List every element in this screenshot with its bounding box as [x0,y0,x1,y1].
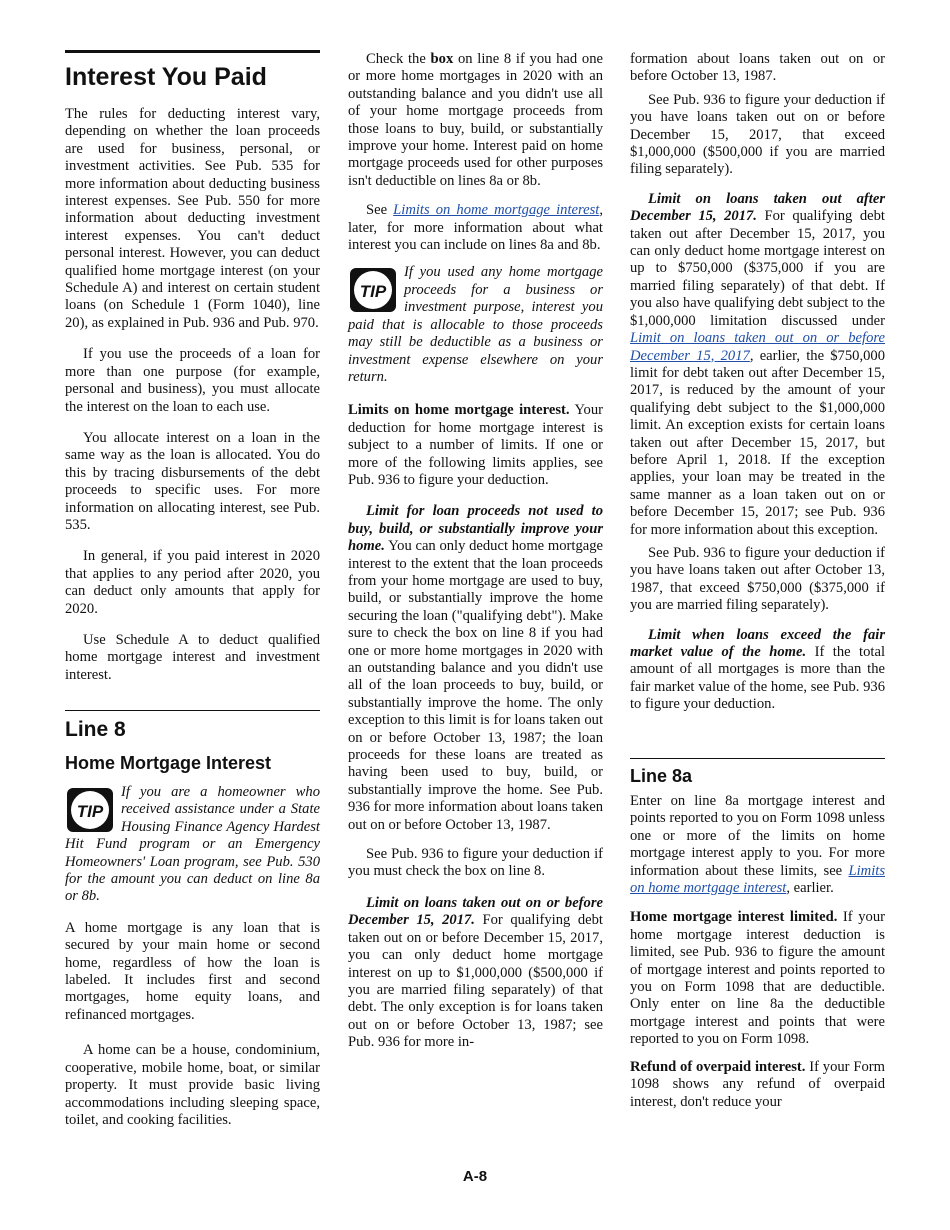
right-column-bottom [630,793,885,1111]
home-mortgage-heading: Home Mortgage Interest [65,753,272,773]
page-title: Interest You Paid [65,63,267,91]
tip-text-middle: If you used any home mortgage proceeds for a business or investment purpose, interest you paid that is allocable to those proceeds may still be deductible as a business or investment expense elsewhere on your return. [348,264,603,385]
right-see-paragraph-1: See Pub. 936 to figure your deduction if you have loans taken out on or before December 15, 2017, that exceed $1,000,000 ($500,000 if you are married filing separately). [630,91,885,178]
middle-column [348,51,603,1052]
middle-paragraph-1: Check the box on line 8 if you had one or more home mortgages in 2020 with an outstanding balance and you didn't use all of your home mortgage proceeds from those loans to buy, build, or substantially improve your home. Interest paid on home mortgage proceeds used for other purposes isn't deductible on lines 8a or 8b. [348,51,603,189]
svg-text:TIP: TIP [359,282,387,302]
limits-link[interactable]: Limits on home mortgage interest [393,202,600,219]
limit1-paragraph: Limit for loan proceeds not used to buy, build, or substantially improve your home. You can only deduct home mortgage interest to the extent that the loan proceeds from your home mortgage are used to buy, build, or substantially improve the home securing the loan ("qualifying debt"). Make sure to check the box on line 8 if you had one or more home mortgages in 2020 with an outstanding balance and you didn't use all of the loan proceeds to buy, build, or substantially improve the home. The only exception to this limit is for loans taken out on or before October 13, 1987; the loan proceeds for these loans are treated as having been used to buy, build, or substantially improve the home. See Pub. 936 for more information about loans taken out on or before October 13, 1987. [348,503,603,833]
line8a-paragraph: Enter on line 8a mortgage interest and points reported to you on Form 1098 unless one or more of the limits on home mortgage interest apply to you. For more information about these limits, see Limits on home mortgage interest, earlier. [630,793,885,897]
middle-paragraph-2: See Limits on home mortgage interest, later, for more information about what interest you can include on lines 8a and 8b. [348,202,603,254]
left-paragraph-6: A home mortgage is any loan that is secured by your main home or second home, regardless of how the loan is labeled. It includes first and second mortgages, home equity loans, and refinanced mortgages. [65,919,320,1023]
limit3-paragraph: Limit on loans taken out after December 15, 2017. For qualifying debt taken out after December 15, 2017, you can only deduct home mortgage interest on up to $750,000 ($375,000 if you are married filing separately) of that debt. If you also have qualifying debt subject to the $1,000,000 limitation discussed under Limit on loans taken out on or before December 15, 2017, earlier, the $750,000 limit for debt taken out after December 15, 2017, is reduced by the amount of your qualifying debt subject to the $1,000,000 limit. An exception exists for certain loans taken out after December 15, 2017, but before April 1, 2018. If the exception applies, your loan may be treated in the same manner as a loan taken out on or before December 15, 2017; see Pub. 936 for more information about this exception. [630,190,885,538]
svg-text:TIP: TIP [76,802,104,821]
middle-see-paragraph: See Pub. 936 to figure your deduction if you must check the box on line 8. [348,846,603,880]
tip-box-left [65,784,320,906]
left-paragraph-1: The rules for deducting interest vary, depending on whether the loan proceeds are used for business, personal, or investment activities. See Pub. 535 for more information about deducting business interest expenses. See Pub. 550 for more information about deducting investment interest expenses. You can't deduct personal interest. However, you can deduct qualified home mortgage interest (on your Schedule A) and interest on certain student loans (on Schedule 1 (Form 1040), line 20), as explained in Pub. 936 and Pub. 970. [65,106,320,331]
left-tip-block [65,784,320,1129]
right-see-paragraph-2: See Pub. 936 to figure your deduction if you have loans taken out after October 13, 1987, that exceed $750,000 ($375,000 if you are married filing separately). [630,544,885,614]
left-paragraph-3: You allocate interest on a loan in the same way as the loan is allocated. You do this by tracing disbursements of the debt proceeds to specific uses. For more information on allocating interest, see Pub. 535. [65,429,320,533]
left-paragraph-7: A home can be a house, condominium, cooperative, mobile home, boat, or similar property. It must provide basic living accommodations including sleeping space, toilet, and cooking facilities. [65,1042,320,1128]
limit-before-2017-link[interactable]: Limit on loans taken out on or before December 15, 2017 [630,330,885,364]
left-intro [65,106,320,684]
right-continued-paragraph: formation about loans taken out on or before October 13, 1987. [630,51,885,85]
left-paragraph-5: Use Schedule A to deduct qualified home mortgage interest and investment interest. [65,631,320,683]
limits-paragraph: Limits on home mortgage interest. Your deduction for home mortgage interest is subject to a number of limits. If one or more of the following limits applies, see Pub. 936 to figure your deduction. [348,402,603,488]
line8a-heading: Line 8a [630,766,693,786]
limit2-paragraph: Limit on loans taken out on or before December 15, 2017. For qualifying debt taken out on or before December 15, 2017, you can only deduct home mortgage interest on up to $1,000,000 ($500,000 if you are married filing separately) of that debt. The only exception is for loans taken out on or before October 13, 1987; see Pub. 936 for more in- [348,894,603,1051]
line8a-rule [630,758,885,759]
limits-link-right[interactable]: Limits on home mortgage interest [630,862,885,897]
tip-box-middle [348,264,603,386]
tip-icon [348,266,398,314]
line8-heading: Line 8 [65,718,126,741]
hmil-paragraph: Home mortgage interest limited. If your home mortgage interest deduction is limited, see Pub. 936 to figure the amount of mortgage interest and points reported to you on Form 1098 that are deductible. Only enter on line 8a the deductible mortgage interest and points that were reported to you on Form 1098. [630,909,885,1048]
limit4-paragraph: Limit when loans exceed the fair market value of the home. If the total amount of all mortgages is more than the fair market value of the home, see Pub. 936 to figure your deduction. [630,626,885,713]
left-paragraph-4: In general, if you paid interest in 2020 that applies to any period after 2020, you can deduct only amounts that apply for 2020. [65,548,320,617]
tip-text-left: If you are a homeowner who received assistance under a State Housing Finance Agency Hardest Hit Fund program or an Emergency Homeowners' Loan program, see Pub. 530 for the amount you can deduct on line 8a or 8b. [65,784,320,905]
page-number: A-8 [462,1168,488,1185]
left-paragraph-2: If you use the proceeds of a loan for more than one purpose (for example, personal and business), you must allocate the interest on the loan to each use. [65,346,320,415]
tip-icon [65,786,115,834]
right-column-top [630,51,885,714]
title-rule [65,50,320,53]
line8-rule [65,710,320,711]
refund-paragraph: Refund of overpaid interest. If your Form 1098 shows any refund of overpaid interest, don't reduce your [630,1058,885,1110]
